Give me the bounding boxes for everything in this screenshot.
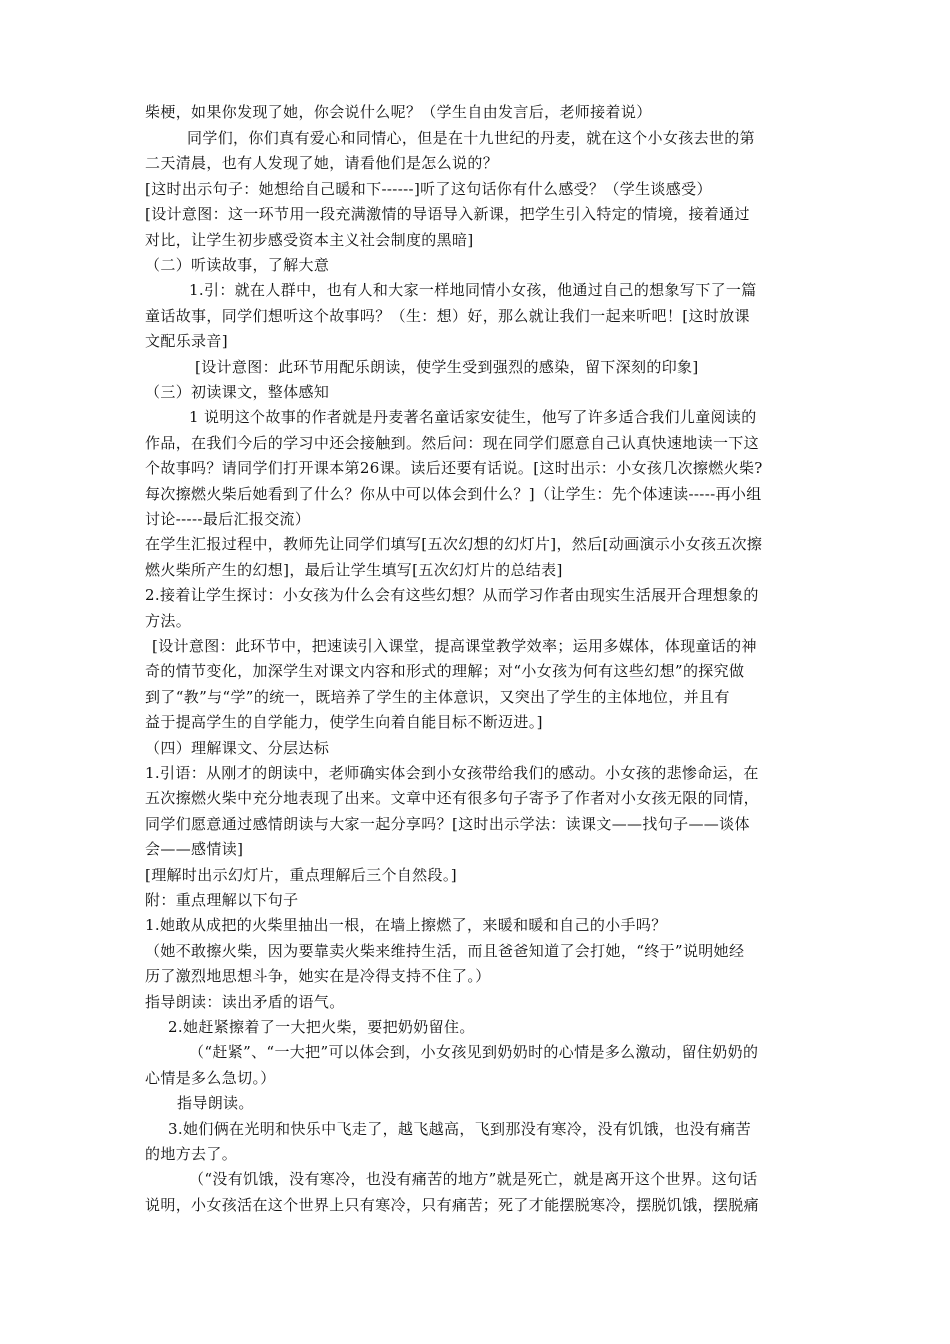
text-line: 1.她敢从成把的火柴里抽出一根，在墙上擦燃了，来暖和暖和自己的小手吗？ <box>145 916 667 934</box>
text-line: 1.引语：从刚才的朗读中，老师确实体会到小女孩带给我们的感动。小女孩的悲惨命运，在 <box>145 764 759 782</box>
text-line: 柴梗，如果你发现了她，你会说什么呢？（学生自由发言后，老师接着说） <box>145 103 652 121</box>
text-line: 个故事吗？请同学们打开课本第26课。读后还要有话说。[这时出示：小女孩几次擦燃火柴? <box>145 459 763 477</box>
text-line: 奇的情节变化，加深学生对课文内容和形式的理解；对“小女孩为何有这些幻想”的探究做 <box>145 662 745 680</box>
text-line: 指导朗读：读出矛盾的语气。 <box>145 993 345 1011</box>
text-line: 附：重点理解以下句子 <box>145 891 299 909</box>
section-heading: （二）听读故事，了解大意 <box>145 256 330 274</box>
text-line: 心情是多么急切。） <box>145 1069 276 1087</box>
text-line: 指导朗读。 <box>177 1094 254 1112</box>
text-line: 的地方去了。 <box>145 1145 238 1163</box>
text-line: 1 说明这个故事的作者就是丹麦著名童话家安徒生，他写了许多适合我们儿童阅读的 <box>189 408 757 426</box>
text-line: 童话故事，同学们想听这个故事吗？（生：想）好，那么就让我们一起来听吧！[这时放课 <box>145 307 750 325</box>
text-line: 讨论-----最后汇报交流） <box>145 510 311 528</box>
text-line: 益于提高学生的自学能力，使学生向着自能目标不断迈进。] <box>145 713 543 731</box>
text-line: [设计意图：这一环节用一段充满激情的导语导入新课，把学生引入特定的情境，接着通过 <box>145 205 750 223</box>
section-heading: （四）理解课文、分层达标 <box>145 739 330 757</box>
text-line: [设计意图：此环节用配乐朗读，使学生受到强烈的感染，留下深刻的印象] <box>195 358 699 376</box>
text-line: 五次擦燃火柴中充分地表现了出来。文章中还有很多句子寄予了作者对小女孩无限的同情， <box>145 789 760 807</box>
text-line: 每次擦燃火柴后她看到了什么？你从中可以体会到什么？]（让学生：先个体速读-----再小组 <box>145 485 762 503</box>
text-line: 文配乐录音] <box>145 332 228 350</box>
text-line: 会——感情读] <box>145 840 244 858</box>
text-line: 同学们，你们真有爱心和同情心，但是在十九世纪的丹麦，就在这个小女孩去世的第 <box>187 129 755 147</box>
text-line: [设计意图：此环节中，把速读引入课堂，提高课堂教学效率；运用多媒体，体现童话的神 <box>152 637 757 655</box>
text-line: 方法。 <box>145 612 192 630</box>
text-line: 2.她赶紧擦着了一大把火柴，要把奶奶留住。 <box>168 1018 475 1036</box>
text-line: 作品，在我们今后的学习中还会接触到。然后问：现在同学们愿意自己认真快速地读一下这 <box>145 434 760 452</box>
text-line: 同学们愿意通过感情朗读与大家一起分享吗？[这时出示学法：读课文——找句子——谈体 <box>145 815 750 833</box>
text-line: 二天清晨，也有人发现了她，请看他们是怎么说的？ <box>145 154 499 172</box>
text-line: 说明，小女孩活在这个世界上只有寒冷，只有痛苦；死了才能摆脱寒冷，摆脱饥饿，摆脱痛 <box>145 1196 760 1214</box>
text-line: 历了激烈地思想斗争，她实在是冷得支持不住了。） <box>145 967 491 985</box>
text-line: 1.引：就在人群中，也有人和大家一样地同情小女孩，他通过自己的想象写下了一篇 <box>189 281 757 299</box>
text-line: 在学生汇报过程中，教师先让同学们填写[五次幻想的幻灯片]，然后[动画演示小女孩五次擦 <box>145 535 763 553</box>
text-line: 燃火柴所产生的幻想]，最后让学生填写[五次幻灯片的总结表] <box>145 561 563 579</box>
text-line: 到了“教”与“学”的统一，既培养了学生的主体意识，又突出了学生的主体地位，并且有 <box>145 688 730 706</box>
text-line: 3.她们俩在光明和快乐中飞走了，越飞越高，飞到那没有寒冷，没有饥饿，也没有痛苦 <box>168 1120 751 1138</box>
text-line: 2.接着让学生探讨：小女孩为什么会有这些幻想？从而学习作者由现实生活展开合理想象的 <box>145 586 759 604</box>
text-line: （“没有饥饿，没有寒冷，也没有痛苦的地方”就是死亡，就是离开这个世界。这句话 <box>189 1170 758 1188</box>
text-line: 对比，让学生初步感受资本主义社会制度的黑暗] <box>145 231 474 249</box>
text-line: （“赶紧”、“一大把”可以体会到，小女孩见到奶奶时的心情是多么激动，留住奶奶的 <box>189 1043 759 1061</box>
text-line: [理解时出示幻灯片，重点理解后三个自然段。] <box>145 866 457 884</box>
text-line: [这时出示句子：她想给自己暖和下------]听了这句话你有什么感受？（学生谈感受） <box>145 180 712 198</box>
text-line: （她不敢擦火柴，因为要靠卖火柴来维持生活，而且爸爸知道了会打她，“终于”说明她经 <box>145 942 745 960</box>
section-heading: （三）初读课文，整体感知 <box>145 383 330 401</box>
